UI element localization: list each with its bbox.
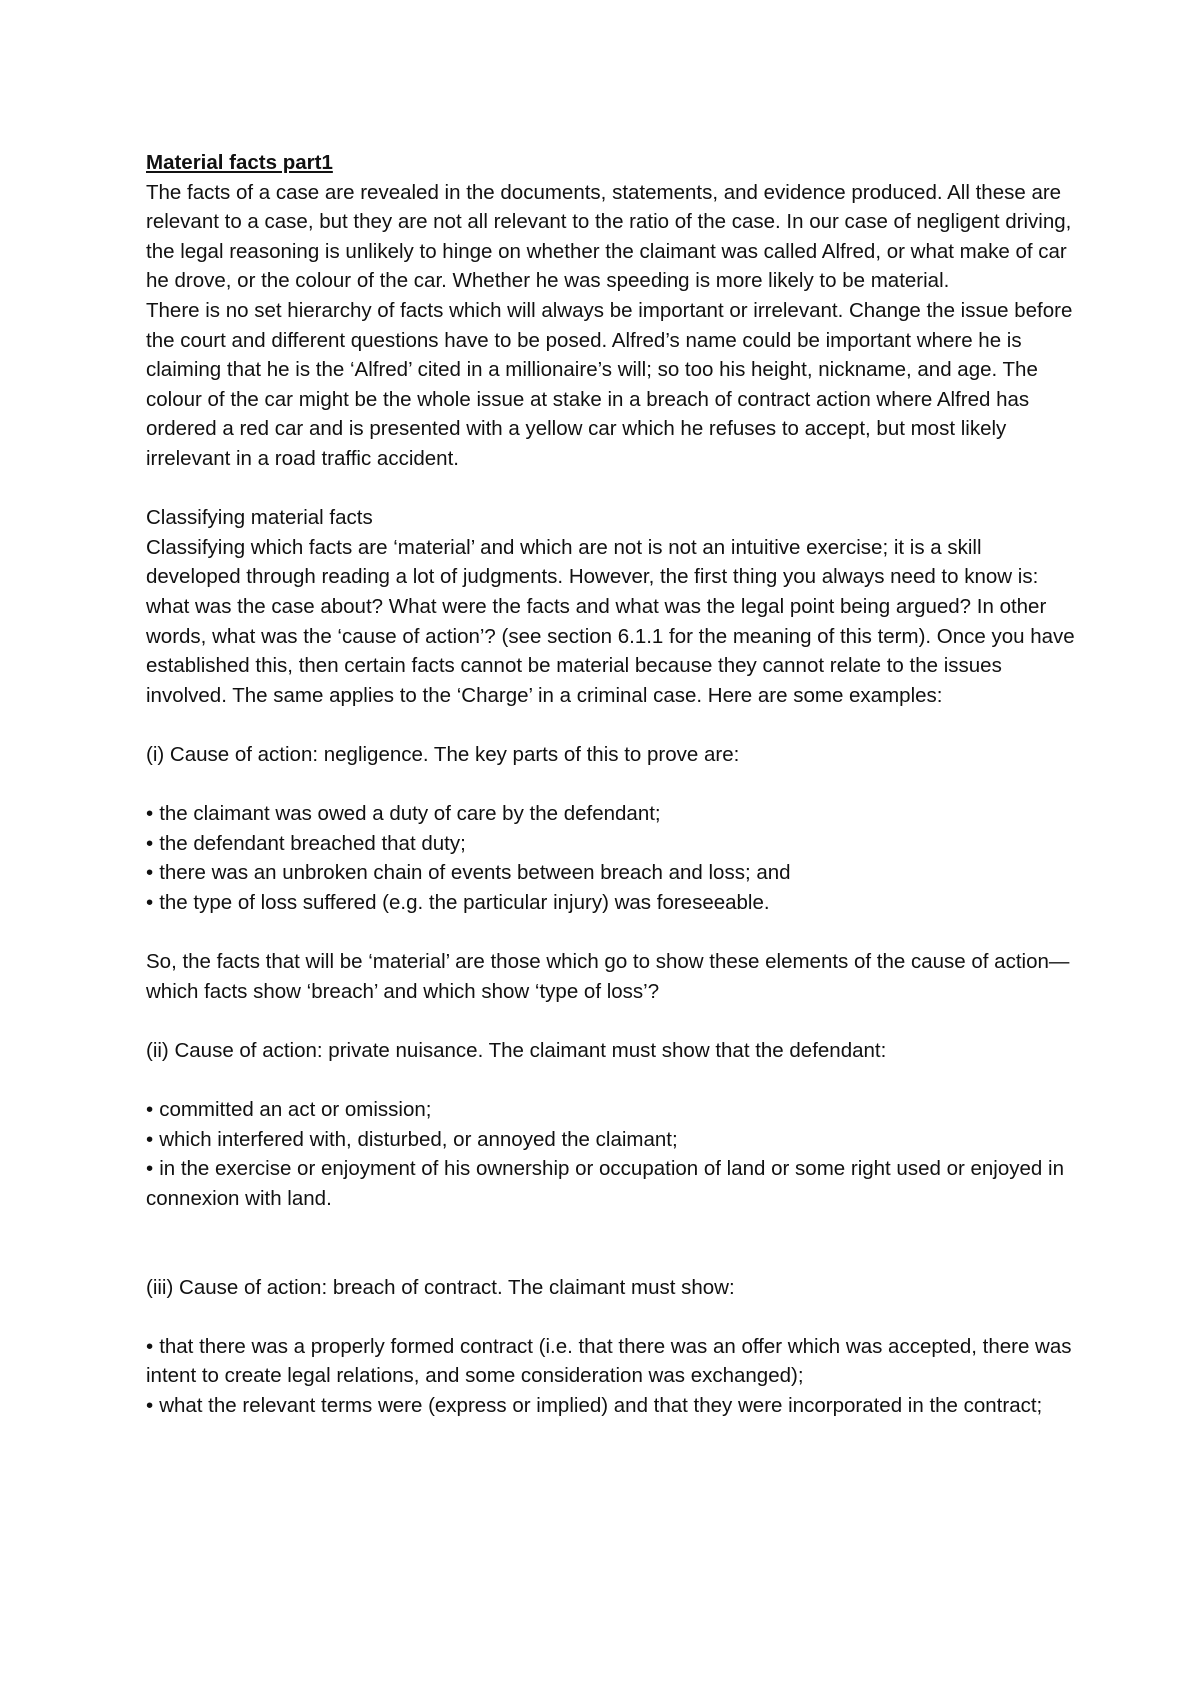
spacer: [146, 1302, 1076, 1332]
document-body: [146, 148, 1076, 1421]
bullet-icon: •: [146, 1157, 154, 1181]
list-item: [146, 799, 1076, 829]
list-item-text: that there was a properly formed contract (i.e. that there was an offer which was accepted, there was intent to create legal relations, and some consideration was exchanged);: [146, 1334, 1072, 1388]
section2-heading: (ii) Cause of action: private nuisance. The claimant must show that the defendant:: [146, 1038, 887, 1062]
list-item-text: the type of loss suffered (e.g. the particular injury) was foreseeable.: [159, 890, 770, 914]
bullet-icon: •: [146, 1393, 154, 1417]
list-item: [146, 1125, 1076, 1155]
bullet-icon: •: [146, 831, 154, 855]
page-title: Material facts part1: [146, 151, 333, 174]
list-item-text: what the relevant terms were (express or implied) and that they were incorporated in the contract;: [159, 1393, 1043, 1417]
bullet-icon: •: [146, 861, 154, 885]
list-item: [146, 1095, 1076, 1125]
list-item: [146, 1154, 1076, 1213]
spacer: [146, 710, 1076, 740]
section3-heading: (iii) Cause of action: breach of contract. The claimant must show:: [146, 1275, 735, 1299]
list-item-text: the claimant was owed a duty of care by the defendant;: [159, 802, 661, 826]
section1-list: [146, 799, 1076, 917]
spacer: [146, 769, 1076, 799]
list-item-text: there was an unbroken chain of events between breach and loss; and: [159, 861, 791, 885]
list-item: [146, 888, 1076, 918]
spacer: [146, 474, 1076, 504]
list-item-text: which interfered with, disturbed, or annoyed the claimant;: [159, 1127, 678, 1151]
intro-paragraph-2: There is no set hierarchy of facts which will always be important or irrelevant. Change the issue before the court and different questions have to be posed. Alfred’s name could be important where he is claiming that he is the ‘Alfred’ cited in a millionaire’s will; so too his height, nickname, and age. The colour of the car might be the whole issue at stake in a breach of contract action where Alfred has ordered a red car and is presented with a yellow car which he refuses to accept, but most likely irrelevant in a road traffic accident.: [146, 298, 1073, 470]
classifying-paragraph: Classifying which facts are ‘material’ and which are not is not an intuitive exercise; it is a skill developed through reading a lot of judgments. However, the first thing you always need to know is: what was the case about? What were the facts and what was the legal point being argued? In other words, what was the ‘cause of action’? (see section 6.1.1 for the meaning of this term). Once you have established this, then certain facts cannot be material because they cannot relate to the issues involved. The same applies to the ‘Charge’ in a criminal case. Here are some examples:: [146, 535, 1075, 707]
list-item-text: in the exercise or enjoyment of his ownership or occupation of land or some right used or enjoyed in connexion with land.: [146, 1157, 1064, 1210]
list-item-text: committed an act or omission;: [159, 1098, 432, 1121]
bullet-icon: •: [146, 802, 154, 826]
spacer: [146, 1213, 1076, 1272]
section2-list: [146, 1095, 1076, 1213]
bullet-icon: •: [146, 1127, 154, 1151]
list-item-text: the defendant breached that duty;: [159, 831, 466, 855]
bullet-icon: •: [146, 1098, 154, 1121]
spacer: [146, 1065, 1076, 1095]
bullet-icon: •: [146, 890, 154, 914]
subheading: Classifying material facts: [146, 506, 373, 530]
spacer: [146, 1006, 1076, 1036]
intro-paragraph-1: The facts of a case are revealed in the documents, statements, and evidence produced. All these are relevant to a case, but they are not all relevant to the ratio of the case. In our case of negligent driving, the legal reasoning is unlikely to hinge on whether the claimant was called Alfred, or what make of car he drove, or the colour of the car. Whether he was speeding is more likely to be material.: [146, 180, 1072, 293]
bullet-icon: •: [146, 1334, 154, 1358]
list-item: [146, 1332, 1076, 1391]
section1-summary: So, the facts that will be ‘material’ are those which go to show these elements of the cause of action—which facts show ‘breach’ and which show ‘type of loss’?: [146, 950, 1070, 1003]
list-item: [146, 1391, 1076, 1421]
section1-heading: (i) Cause of action: negligence. The key parts of this to prove are:: [146, 742, 740, 766]
list-item: [146, 858, 1076, 888]
spacer: [146, 917, 1076, 947]
section3-list: [146, 1332, 1076, 1421]
list-item: [146, 829, 1076, 859]
